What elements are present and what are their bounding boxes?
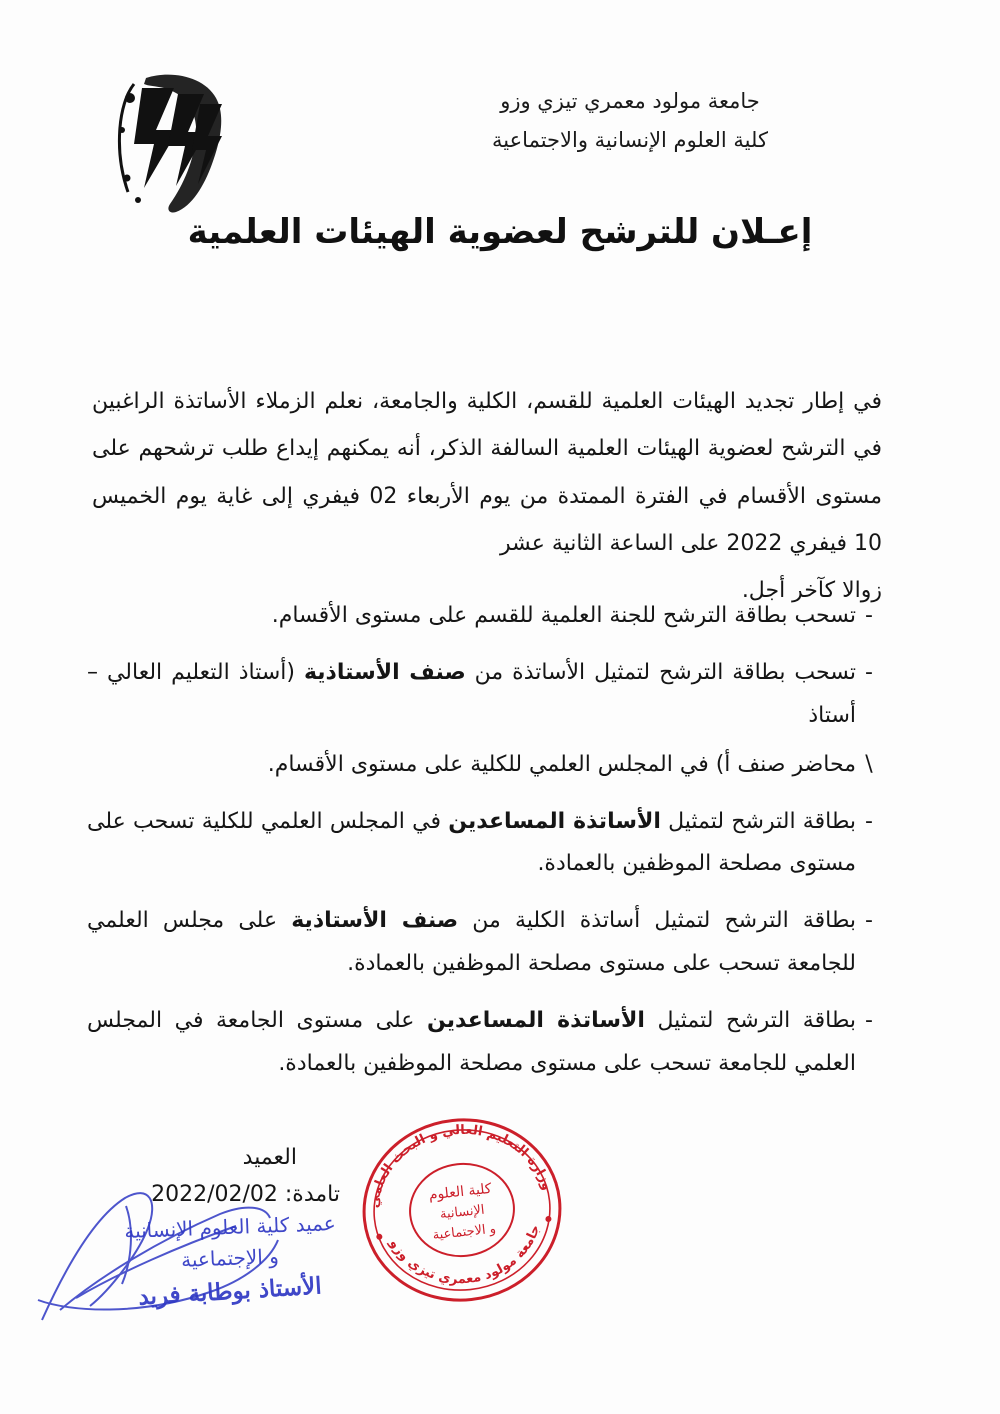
handwriting-line-2: و الإجتماعية — [180, 1244, 280, 1272]
list-item — [87, 1000, 882, 1086]
plain-text: على مستوى الجامعة في المجلس العلمي للجامعة تسحب على مستوى مصلحة الموظفين بالعمادة. — [87, 1008, 856, 1077]
plain-text: تسحب بطاقة الترشح لتمثيل الأساتذة من — [465, 659, 856, 685]
official-stamp — [355, 1110, 570, 1310]
handwritten-signature — [80, 1212, 380, 1372]
plain-text: على مجلس العلمي للجامعة تسحب على مستوى مصلحة الموظفين بالعمادة. — [87, 908, 856, 977]
svg-text:و الاجتماعية: و الاجتماعية — [431, 1221, 497, 1244]
list-item — [87, 595, 882, 638]
document-title: إعـلان للترشح لعضوية الهيئات العلمية — [187, 212, 813, 252]
dean-label: العميد — [242, 1145, 297, 1170]
list-item-marker: - — [865, 1008, 873, 1034]
emphasis-text: الأساتذة المساعدين — [426, 1008, 645, 1034]
university-identity — [350, 82, 910, 160]
intro-main-text: في إطار تجديد الهيئات العلمية للقسم، الكلية والجامعة، نعلم الزملاء الأساتذة الراغبين في الترشح لعضوية الهيئات العلمية السالفة الذكر، أنه يمكنهم إيداع طلب ترشحهم على مستوى الأقسام في الفترة الممتدة من يوم الأربعاء 02 فيفري إلى غاية يوم الخميس 10 فيفري 2022 على الساعة الثانية عشر — [92, 389, 883, 556]
svg-text:كلية العلوم: كلية العلوم — [427, 1180, 493, 1204]
list-item — [87, 652, 882, 738]
emphasis-text: الأساتذة المساعدين — [448, 808, 661, 834]
list-item-marker: - — [865, 908, 873, 934]
list-item-text — [87, 595, 856, 638]
intro-last-line: زوالا كآخر أجل. — [741, 578, 882, 604]
plain-text: تسحب بطاقة الترشح للجنة العلمية للقسم على مستوى الأقسام. — [271, 603, 856, 628]
plain-text: (أستاذ التعليم العالي – أستاذ — [87, 659, 856, 728]
faculty-name: كلية العلوم الإنسانية والاجتماعية — [492, 127, 768, 152]
intro-paragraph — [92, 378, 882, 614]
plain-text: محاضر صنف أ) في المجلس العلمي للكلية على مستوى الأقسام. — [267, 751, 856, 777]
handwriting-line-3: الأستاذ بوطابة فريد — [137, 1272, 323, 1311]
list-item-marker: - — [865, 808, 873, 834]
list-item-text — [87, 801, 856, 887]
svg-text:الإنسانية: الإنسانية — [439, 1202, 486, 1223]
plain-text: بطاقة الترشح لتمثيل — [660, 808, 856, 834]
svg-text:وزارة التعليم العالي و البحث ا: وزارة التعليم العالي و البحث العلمي — [366, 1122, 555, 1209]
list-item — [87, 900, 882, 986]
list-item — [87, 744, 882, 787]
emphasis-text: صنف الأستاذية — [303, 659, 466, 685]
list-item-marker: \ — [865, 751, 873, 777]
plain-text: بطاقة الترشح لتمثيل أساتذة الكلية من — [458, 908, 857, 934]
date-line: تامدة: 2022/02/02 — [151, 1182, 340, 1207]
emphasis-text: صنف الأستاذية — [291, 908, 459, 934]
handwriting-line-1: عميد كلية العلوم الإنسانية — [123, 1210, 337, 1244]
document-header — [0, 60, 1000, 220]
svg-text:جامعة مولود معمري تيزي وزو: جامعة مولود معمري تيزي وزو — [386, 1223, 544, 1288]
plain-text: في المجلس العلمي للكلية تسحب على مستوى مصلحة الموظفين بالعمادة. — [87, 808, 856, 877]
list-item — [87, 801, 882, 887]
list-item-text — [87, 900, 856, 986]
list-item-marker: - — [865, 603, 873, 628]
university-logo — [100, 60, 250, 220]
requirements-list — [87, 595, 882, 1100]
list-item-text — [87, 1000, 856, 1086]
university-name: جامعة مولود معمري تيزي وزو — [500, 89, 760, 113]
plain-text: بطاقة الترشح لتمثيل — [644, 1008, 856, 1034]
list-item-text — [87, 744, 856, 787]
list-item-marker: - — [865, 659, 873, 685]
list-item-text — [87, 652, 856, 738]
